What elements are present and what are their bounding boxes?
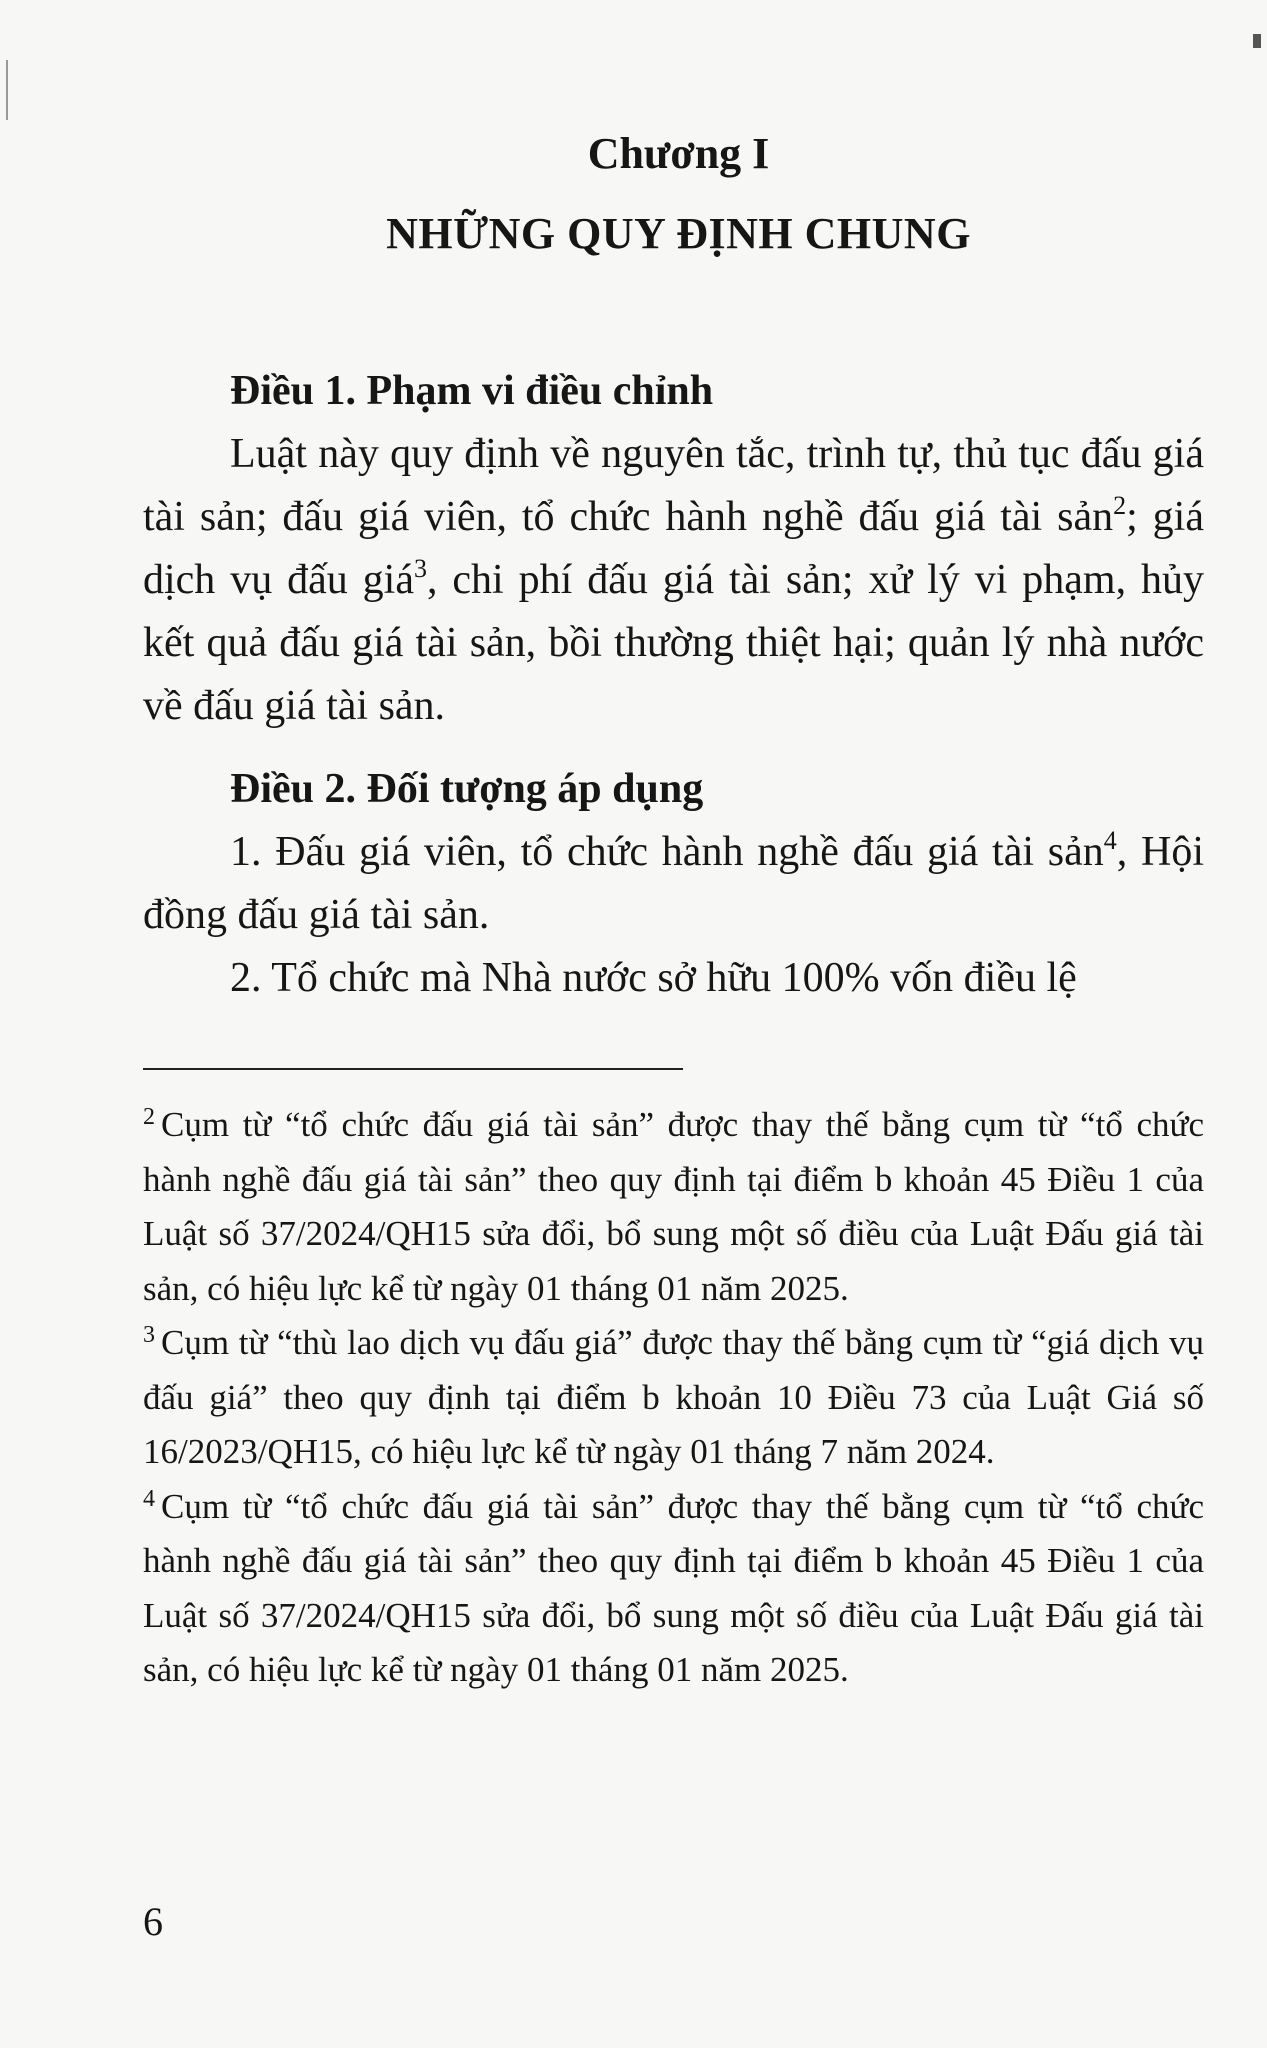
footnote-text: Cụm từ “tổ chức đấu giá tài sản” được thay thế bằng cụm từ “tổ chức hành nghề đấu giá tài sản” theo quy định tại điểm b khoản 45 Điều 1 của Luật số 37/2024/QH15 sửa đổi, bổ sung một số điều của Luật Đấu giá tài sản, có hiệu lực kể từ ngày 01 tháng 01 năm 2025. (143, 1105, 1204, 1308)
footnote-text: Cụm từ “tổ chức đấu giá tài sản” được thay thế bằng cụm từ “tổ chức hành nghề đấu giá tài sản” theo quy định tại điểm b khoản 45 Điều 1 của Luật số 37/2024/QH15 sửa đổi, bổ sung một số điều của Luật Đấu giá tài sản, có hiệu lực kể từ ngày 01 tháng 01 năm 2025. (143, 1486, 1204, 1689)
article-1-text-part: Luật này quy định về nguyên tắc, trình tự, thủ tục đấu giá tài sản; đấu giá viên, tổ chức hành nghề đấu giá tài sản (143, 431, 1204, 540)
footnote-2 (143, 1098, 1204, 1316)
article-2-item-1-part: , Hội đồng đấu giá tài sản. (143, 829, 1204, 938)
footnote-ref-2: 2 (1113, 491, 1127, 520)
footnote-mark: 4 (143, 1485, 155, 1512)
footnote-3 (143, 1316, 1204, 1480)
footnote-mark: 3 (143, 1322, 155, 1348)
scan-mark (1253, 34, 1261, 48)
article-1-text-part: ; giá dịch vụ đấu giá (143, 494, 1204, 603)
article-2 (143, 758, 1204, 1010)
footnote-ref-4: 4 (1103, 826, 1117, 855)
footnote-4 (143, 1480, 1204, 1698)
article-2-item-1-part: 1. Đấu giá viên, tổ chức hành nghề đấu giá tài sản (230, 829, 1104, 875)
footnote-text: Cụm từ “thù lao dịch vụ đấu giá” được thay thế bằng cụm từ “giá dịch vụ đấu giá” theo quy định tại điểm b khoản 10 Điều 73 của Luật Giá số 16/2023/QH15, có hiệu lực kể từ ngày 01 tháng 7 năm 2024. (143, 1323, 1204, 1471)
article-1-text (143, 423, 1204, 738)
page-number: 6 (143, 1899, 163, 1944)
article-2-item-2: 2. Tổ chức mà Nhà nước sở hữu 100% vốn điều lệ (230, 955, 1077, 1001)
footnote-separator (143, 1068, 683, 1070)
footnote-ref-3: 3 (414, 554, 427, 583)
footnote-mark: 2 (143, 1104, 155, 1130)
chapter-title: Chương I (587, 129, 770, 178)
page-edge-mark (6, 60, 8, 120)
footnotes (143, 1098, 1204, 1698)
article-1 (143, 360, 1204, 738)
article-2-heading: Điều 2. Đối tượng áp dụng (230, 766, 704, 812)
article-2-item-1 (143, 821, 1204, 947)
chapter-subtitle: NHỮNG QUY ĐỊNH CHUNG (386, 209, 971, 258)
article-1-heading: Điều 1. Phạm vi điều chỉnh (230, 368, 714, 414)
article-1-text-part: , chi phí đấu giá tài sản; xử lý vi phạm, hủy kết quả đấu giá tài sản, bồi thường thiệt hại; quản lý nhà nước về đấu giá tài sản. (143, 557, 1204, 729)
